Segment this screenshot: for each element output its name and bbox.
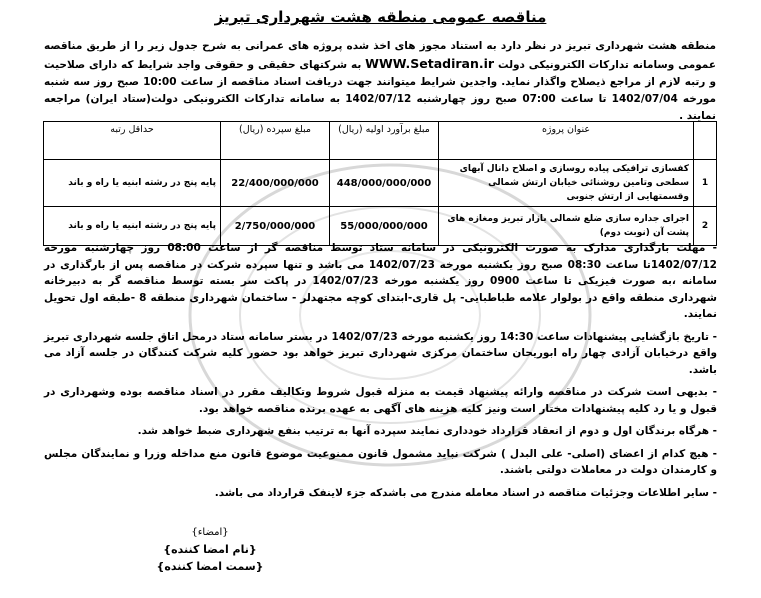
signature-block	[140, 524, 280, 575]
header-num	[694, 122, 717, 160]
intro-text-part2: به شرکتهای حقیقی و حقوقی واجد شرایط که دارای صلاحیت و رتبه لازم از مراجع ذیصلاح واگذار نماید. واجدین شرایط میتوانند جهت دریافت اسناد مناقصه از ساعت 10:00 صبح روز سه شنبه مورخه 1402/07/04 تا ساعت 07:00 صبح روز چهارشنبه 1402/07/12 به سامانه تدارکات الکترونیکی دولت(ستاد ایران) مراجعه نمایند .	[44, 59, 716, 122]
deposit-amount: 2/750/000/000	[221, 207, 330, 246]
projects-table	[43, 121, 717, 246]
website-link[interactable]: WWW.Setadiran.ir	[365, 56, 495, 71]
intro-paragraph	[44, 38, 716, 125]
signature-line: {امضاء}	[191, 527, 229, 538]
header-min-rank: حداقل رتبه	[44, 122, 221, 160]
signer-name: {نام امضا کننده}	[163, 543, 257, 556]
document-title: مناقصه عمومی منطقه هشت شهرداری تبریز	[214, 8, 547, 26]
header-estimate: مبلغ برآورد اولیه (ریال)	[330, 122, 439, 160]
project-name: کفسازی ترافیکی پیاده روسازی و اصلاح دانال آبهای سطحی وتامین روشنائی خیابان ارتش شمالی وقسمتهایی از ارتش جنوبی	[439, 160, 694, 207]
table-header-row	[44, 122, 717, 160]
condition-paragraph: - هیچ کدام از اعضای (اصلی- علی البدل ) شرکت نباید مشمول قانون ممنوعیت موضوع قانون منع مداخله وزرا و نمایندگان مجلس و کارمندان دولت در معاملات دولتی باشند.	[44, 447, 717, 476]
condition-paragraph: - سایر اطلاعات وجزئیات مناقصه در اسناد معامله مندرج می باشدکه جزء لاینفک قرارداد می باشد.	[214, 486, 717, 499]
table-row	[44, 160, 717, 207]
condition-paragraph: - تاریخ بازگشایی پیشنهادات ساعت 14:30 روز یکشنبه مورخه 1402/07/23 در بستر سامانه ستاد درمحل اتاق جلسه شهرداری تبریز واقع درخیابان آزادی چهار راه ابوریحان ساختمان مرکزی شهرداری تبریز خواهد بود حضور کلیه شرکت کنندگان در جلسه آزاد می باشد.	[44, 330, 718, 376]
min-rank: پایه پنج در رشته ابنیه یا راه و باند	[44, 160, 221, 207]
header-deposit: مبلغ سپرده (ریال)	[221, 122, 330, 160]
intro-text-part1: منطقه هشت شهرداری تبریز در نظر دارد به استناد مجوز های اخذ شده پروژه های عمرانی به شرح جدول زیر را از طریق مناقصه عمومی وسامانه تدارکات الکترونیکی دولت	[44, 40, 717, 71]
row-number: 2	[694, 207, 717, 246]
signer-title: {سمت امضا کننده}	[156, 560, 264, 573]
min-rank: پایه پنج در رشته ابنیه یا راه و باند	[44, 207, 221, 246]
conditions-section	[44, 240, 717, 507]
condition-paragraph: - مهلت بارگذاری مدارک به صورت الکترونیکی در سامانه ستاد توسط مناقصه گر از ساعت 08:00 روز چهارشنبه مورخه 1402/07/12تا ساعت 08:30 صبح روز یکشنبه مورخه 1402/07/23 می باشد و تنها سپرده شرکت در مناقصه پس از بارگذاری در سامانه ،به صورت فیزیکی تا ساعت 0900 روز یکشنبه مورخه 1402/07/23 در پاکت سر بسته توسط مناقصه گر به دبیرخانه شهرداری منطقه واقع در بولوار علامه طباطبایی- پل قاری-ابتدای کوچه مجتهدلر - ساختمان شهرداری منطقه 8 -طبقه اول تحویل نمایند.	[44, 242, 717, 320]
estimate-amount: 55/000/000/000	[330, 207, 439, 246]
deposit-amount: 22/400/000/000	[221, 160, 330, 207]
condition-paragraph: - بدیهی است شرکت در مناقصه وارائه پیشنهاد قیمت به منزله قبول شروط وتکالیف مقرر در اسناد مناقصه بوده وشهرداری در قبول و یا رد کلیه پیشنهادات مختار است ونیز کلیه هزینه های آگهی به عهده برنده مناقصه خواهد بود.	[44, 386, 717, 415]
header-project-name: عنوان پروژه	[439, 122, 694, 160]
condition-paragraph: - هرگاه برندگان اول و دوم از انعقاد قرارداد خودداری نمایند سپرده آنها به ترتیب بنفع شهرداری ضبط خواهد شد.	[137, 425, 717, 437]
row-number: 1	[694, 160, 717, 207]
estimate-amount: 448/000/000/000	[330, 160, 439, 207]
project-name: اجرای جداره سازی ضلع شمالی بازار تبریز ومغازه های پشت آن (نوبت دوم)	[439, 207, 694, 246]
